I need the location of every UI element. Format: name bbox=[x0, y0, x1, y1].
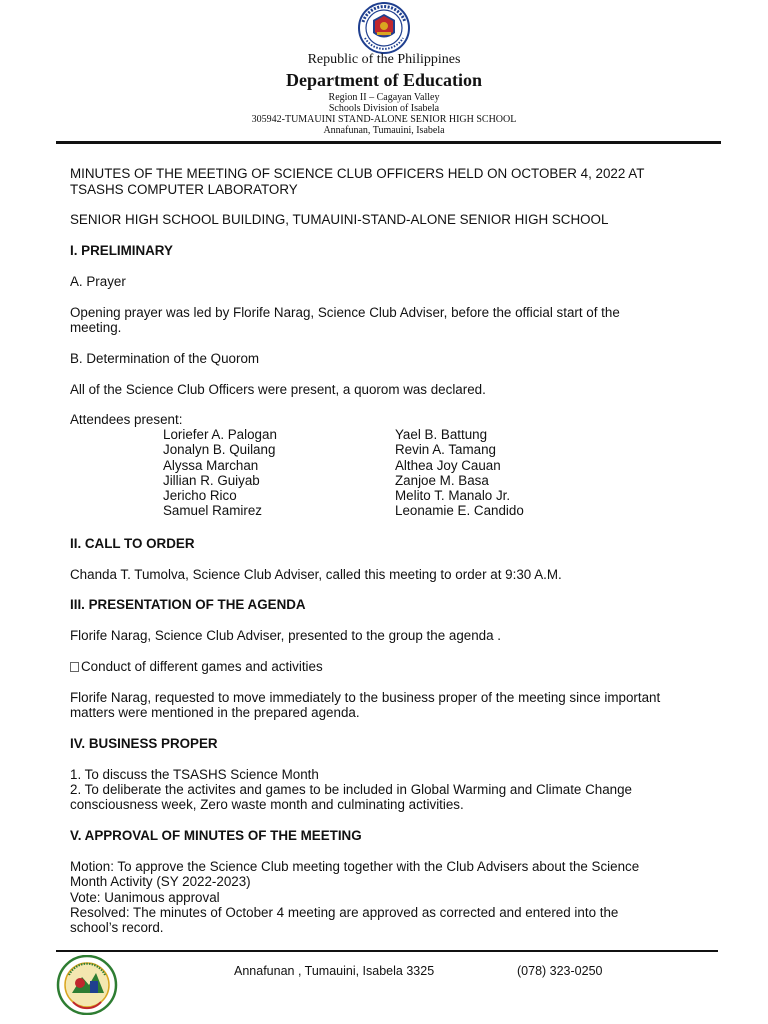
checkbox-bullet-icon bbox=[70, 662, 79, 672]
minutes-title-line1: MINUTES OF THE MEETING OF SCIENCE CLUB OFFICERS HELD ON OCTOBER 4, 2022 AT bbox=[70, 166, 645, 181]
vote-text: Vote: Uanimous approval bbox=[70, 890, 220, 905]
prayer-heading: A. Prayer bbox=[70, 274, 126, 289]
business-item-1: 1. To discuss the TSASHS Science Month bbox=[70, 767, 319, 782]
deped-seal-logo bbox=[351, 2, 417, 54]
attendee-name: Zanjoe M. Basa bbox=[395, 472, 489, 488]
attendees-right-column bbox=[395, 427, 524, 519]
agenda-item-label: Conduct of different games and activities bbox=[81, 659, 323, 674]
school-label: 305942-TUMAUINI STAND-ALONE SENIOR HIGH SCHOOL bbox=[251, 114, 517, 125]
business-item-2-line2: consciousness week, Zero waste month and culminating activities. bbox=[70, 797, 464, 812]
footer-phone: (078) 323-0250 bbox=[517, 964, 603, 978]
quorum-heading: B. Determination of the Quorom bbox=[70, 351, 260, 366]
agenda-text: Florife Narag, Science Club Adviser, presented to the group the agenda . bbox=[70, 628, 501, 643]
prayer-text-line1: Opening prayer was led by Florife Narag, Science Club Adviser, before the official start of the bbox=[70, 305, 620, 320]
republic-label: Republic of the Philippines bbox=[307, 52, 461, 67]
business-item-2-line1: 2. To deliberate the activites and games to be included in Global Warming and Climate Change bbox=[70, 782, 632, 797]
section-heading-agenda: III. PRESENTATION OF THE AGENDA bbox=[70, 597, 306, 612]
address-label: Annafunan, Tumauini, Isabela bbox=[323, 125, 445, 136]
agenda-request-line1: Florife Narag, requested to move immediately to the business proper of the meeting since important bbox=[70, 690, 661, 705]
attendees-label: Attendees present: bbox=[70, 412, 183, 427]
section-heading-preliminary: I. PRELIMINARY bbox=[70, 243, 173, 258]
motion-line1: Motion: To approve the Science Club meeting together with the Club Advisers about the Science bbox=[70, 859, 640, 874]
footer-address: Annafunan , Tumauini, Isabela 3325 bbox=[234, 964, 435, 978]
attendee-name: Revin A. Tamang bbox=[395, 442, 496, 458]
call-to-order-text: Chanda T. Tumolva, Science Club Adviser, called this meeting to order at 9:30 A.M. bbox=[70, 567, 562, 582]
resolved-line1: Resolved: The minutes of October 4 meeting are approved as corrected and entered into the bbox=[70, 905, 619, 920]
attendee-name: Melito T. Manalo Jr. bbox=[395, 488, 511, 504]
attendee-name: Yael B. Battung bbox=[395, 427, 488, 442]
section-heading-call-to-order: II. CALL TO ORDER bbox=[70, 536, 195, 551]
attendee-name: Jericho Rico bbox=[163, 488, 237, 504]
division-label: Schools Division of Isabela bbox=[328, 103, 440, 114]
agenda-item bbox=[70, 659, 323, 674]
motion-line2: Month Activity (SY 2022-2023) bbox=[70, 874, 251, 889]
attendee-name: Althea Joy Cauan bbox=[395, 457, 501, 473]
quorum-text: All of the Science Club Officers were present, a quorom was declared. bbox=[70, 382, 486, 397]
letterhead bbox=[0, 0, 768, 145]
minutes-title-line2: TSASHS COMPUTER LABORATORY bbox=[70, 182, 298, 197]
school-seal-logo bbox=[54, 955, 120, 1015]
minutes-venue: SENIOR HIGH SCHOOL BUILDING, TUMAUINI-STAND-ALONE SENIOR HIGH SCHOOL bbox=[70, 212, 609, 227]
attendee-name: Jonalyn B. Quilang bbox=[163, 442, 276, 458]
section-heading-business: IV. BUSINESS PROPER bbox=[70, 736, 218, 751]
resolved-line2: school’s record. bbox=[70, 920, 164, 935]
attendee-name: Jillian R. Guiyab bbox=[163, 472, 260, 488]
attendee-name: Leonamie E. Candido bbox=[395, 503, 524, 519]
attendee-name: Samuel Ramirez bbox=[163, 503, 262, 519]
header-divider bbox=[56, 141, 721, 144]
attendee-name: Alyssa Marchan bbox=[163, 457, 259, 473]
agenda-request-line2: matters were mentioned in the prepared agenda. bbox=[70, 705, 360, 720]
attendee-name: Loriefer A. Palogan bbox=[163, 427, 277, 442]
department-name: Department of Education bbox=[286, 70, 482, 90]
attendees-left-column bbox=[163, 427, 277, 519]
region-label: Region II – Cagayan Valley bbox=[328, 92, 440, 103]
section-heading-approval: V. APPROVAL OF MINUTES OF THE MEETING bbox=[70, 828, 362, 843]
prayer-text-line2: meeting. bbox=[70, 320, 122, 335]
footer-divider bbox=[56, 950, 718, 952]
